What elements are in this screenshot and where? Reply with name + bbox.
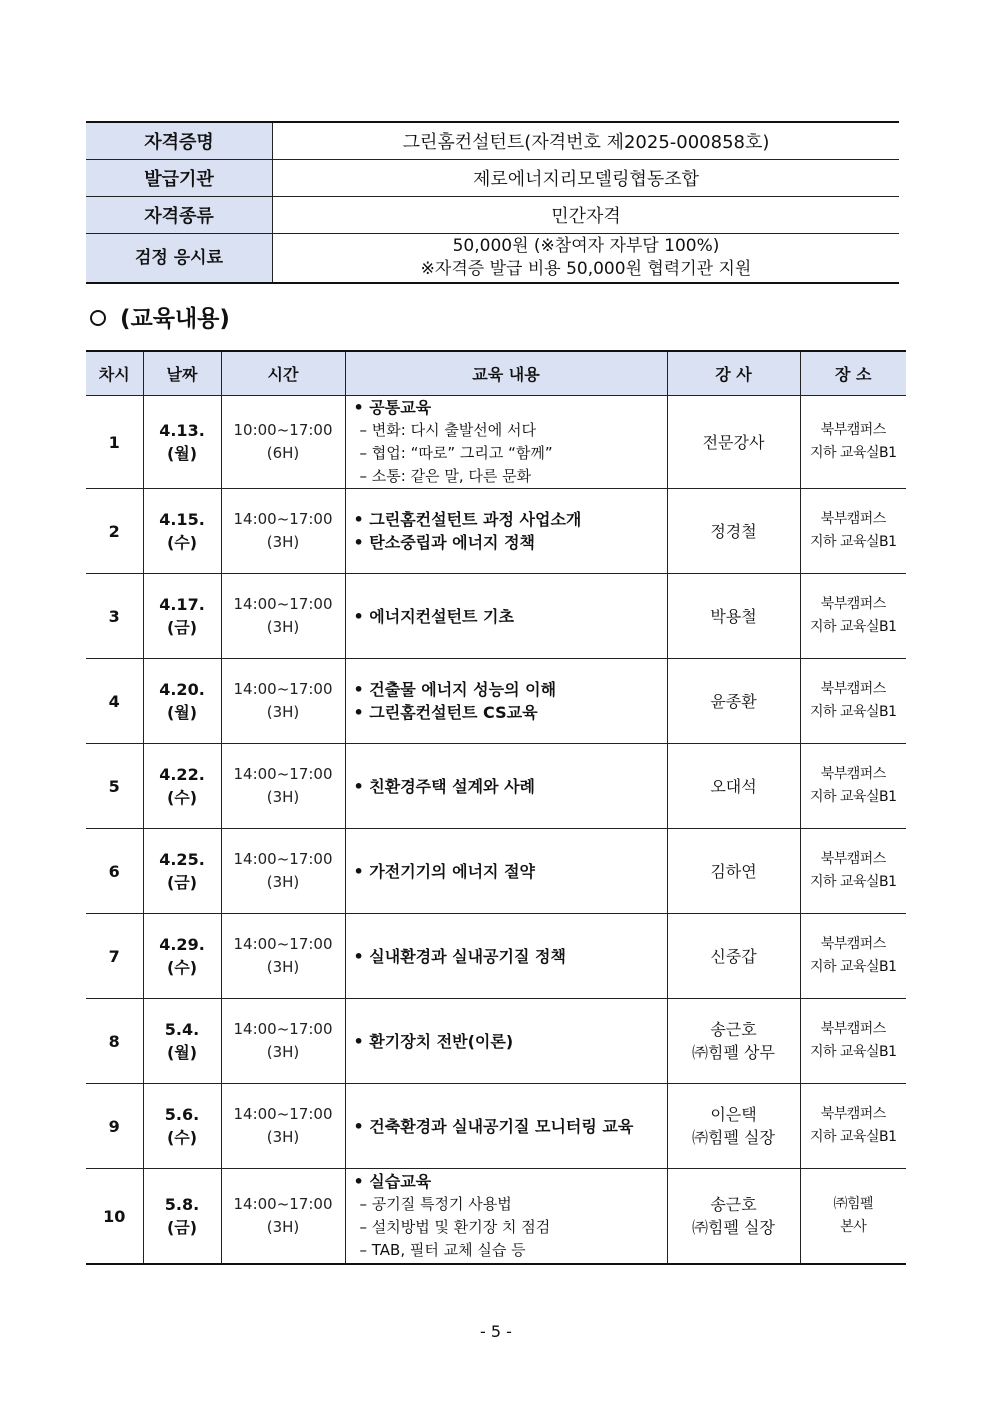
session-place (800, 1169, 906, 1265)
content-bullet: • 실습교육 (354, 1170, 667, 1193)
day-value: (금) (166, 618, 198, 637)
table-row (86, 489, 906, 574)
place-line-1: 북부캠퍼스 (820, 1106, 886, 1122)
place-line-1: 북부캠퍼스 (820, 1021, 886, 1037)
place-line-1: 북부캠퍼스 (820, 766, 886, 782)
fee-value (273, 234, 900, 284)
time-range: 14:00~17:00 (233, 1195, 333, 1213)
session-number: 6 (86, 829, 143, 914)
session-content (345, 999, 667, 1084)
place-line-1: 북부캠퍼스 (820, 851, 886, 867)
header-time: 시간 (221, 351, 345, 396)
content-bullet: • 공통교육 (354, 396, 667, 419)
lecturer-name: 오대석 (710, 776, 757, 796)
place-line-1: 북부캠퍼스 (820, 936, 886, 952)
date-value: 4.17. (159, 595, 205, 614)
fee-label: 검정 응시료 (86, 234, 273, 284)
day-value: (월) (166, 703, 198, 722)
session-content (345, 829, 667, 914)
content-bullet: • 친환경주택 설계와 사례 (354, 775, 667, 798)
time-range: 14:00~17:00 (233, 765, 333, 783)
place-line-2: 지하 교육실B1 (809, 704, 897, 720)
place-line-1: 북부캠퍼스 (820, 511, 886, 527)
table-row (86, 659, 906, 744)
session-lecturer (667, 744, 800, 829)
lecturer-affiliation: ㈜힘펠 상무 (692, 1043, 775, 1062)
session-number: 2 (86, 489, 143, 574)
content-bullet: • 그린홈컨설턴트 과정 사업소개 (354, 508, 667, 531)
session-number: 8 (86, 999, 143, 1084)
content-bullet: • 건출물 에너지 성능의 이해 (354, 678, 667, 701)
content-bullet: • 탄소중립과 에너지 정책 (354, 531, 667, 554)
place-line-2: 지하 교육실B1 (809, 789, 897, 805)
day-value: (월) (166, 444, 198, 463)
place-line-2: 지하 교육실B1 (809, 534, 897, 550)
table-row (86, 1084, 906, 1169)
lecturer-name: 전문강사 (702, 432, 765, 452)
time-range: 14:00~17:00 (233, 1020, 333, 1038)
schedule-header-row (86, 351, 906, 396)
content-sub-item: – 변화: 다시 출발선에 서다 (354, 419, 667, 442)
table-row (86, 914, 906, 999)
place-line-2: 지하 교육실B1 (809, 1129, 897, 1145)
session-lecturer (667, 489, 800, 574)
date-value: 4.25. (159, 850, 205, 869)
date-value: 5.8. (164, 1195, 200, 1214)
info-row-fee (86, 234, 899, 284)
place-line-2: 지하 교육실B1 (809, 874, 897, 890)
session-date (143, 914, 221, 999)
session-date (143, 744, 221, 829)
date-value: 4.13. (159, 421, 205, 440)
place-line-2: 지하 교육실B1 (809, 619, 897, 635)
session-place (800, 574, 906, 659)
place-line-2: 지하 교육실B1 (809, 445, 897, 461)
time-hours: (3H) (266, 1218, 300, 1236)
circle-bullet-icon (90, 310, 106, 326)
session-lecturer (667, 914, 800, 999)
time-range: 10:00~17:00 (233, 421, 333, 439)
session-number: 9 (86, 1084, 143, 1169)
day-value: (수) (166, 788, 198, 807)
table-row (86, 396, 906, 489)
session-place (800, 829, 906, 914)
schedule-table (86, 350, 906, 1265)
lecturer-name: 윤종환 (710, 691, 757, 711)
session-place (800, 659, 906, 744)
session-time (221, 489, 345, 574)
place-line-1: ㈜힘펠 (833, 1196, 874, 1212)
session-number: 3 (86, 574, 143, 659)
session-time (221, 829, 345, 914)
content-sub-item: – 공기질 특정기 사용법 (354, 1193, 667, 1216)
time-hours: (3H) (266, 533, 300, 551)
content-bullet: • 환기장치 전반(이론) (354, 1030, 667, 1053)
session-time (221, 574, 345, 659)
lecturer-affiliation: ㈜힘펠 실장 (692, 1128, 775, 1147)
day-value: (금) (166, 873, 198, 892)
session-place (800, 999, 906, 1084)
session-number: 4 (86, 659, 143, 744)
place-line-2: 지하 교육실B1 (809, 959, 897, 975)
day-value: (금) (166, 1218, 198, 1237)
lecturer-name: 이은택 (710, 1105, 757, 1124)
time-hours: (3H) (266, 958, 300, 976)
content-bullet: • 실내환경과 실내공기질 정책 (354, 945, 667, 968)
section-title (90, 300, 230, 333)
fee-line-1: 50,000원 (※참여자 자부담 100%) (452, 236, 720, 256)
day-value: (수) (166, 1128, 198, 1147)
session-content (345, 1084, 667, 1169)
session-time (221, 999, 345, 1084)
header-content: 교육 내용 (345, 351, 667, 396)
session-date (143, 1169, 221, 1265)
session-date (143, 574, 221, 659)
day-value: (수) (166, 958, 198, 977)
session-number: 7 (86, 914, 143, 999)
table-row (86, 574, 906, 659)
place-line-1: 북부캠퍼스 (820, 596, 886, 612)
content-sub-item: – 설치방법 및 환기장 치 점검 (354, 1216, 667, 1239)
content-bullet: • 가전기기의 에너지 절약 (354, 860, 667, 883)
session-date (143, 1084, 221, 1169)
fee-line-2: ※자격증 발급 비용 50,000원 협력기관 지원 (420, 259, 752, 279)
place-line-1: 북부캠퍼스 (820, 422, 886, 438)
session-content (345, 489, 667, 574)
section-title-text: (교육내용) (120, 306, 230, 332)
session-date (143, 999, 221, 1084)
session-date (143, 659, 221, 744)
issuer-value: 제로에너지리모델링협동조합 (273, 160, 900, 197)
page-number: - 5 - (480, 1322, 512, 1341)
content-bullet: • 건축환경과 실내공기질 모니터링 교육 (354, 1115, 667, 1138)
day-value: (월) (166, 1043, 198, 1062)
session-time (221, 659, 345, 744)
session-place (800, 489, 906, 574)
session-place (800, 744, 906, 829)
session-lecturer (667, 1169, 800, 1265)
lecturer-affiliation: ㈜힘펠 실장 (692, 1218, 775, 1237)
session-time (221, 744, 345, 829)
lecturer-name: 박용철 (710, 606, 757, 626)
session-place (800, 1084, 906, 1169)
time-hours: (3H) (266, 1043, 300, 1061)
table-row (86, 1169, 906, 1265)
session-place (800, 914, 906, 999)
type-label: 자격종류 (86, 197, 273, 234)
content-sub-item: – TAB, 필터 교체 실습 등 (354, 1239, 667, 1262)
session-date (143, 829, 221, 914)
content-sub-item: – 소통: 같은 말, 다른 문화 (354, 465, 667, 488)
date-value: 4.15. (159, 510, 205, 529)
header-lecturer: 강 사 (667, 351, 800, 396)
content-bullet: • 에너지컨설턴트 기초 (354, 605, 667, 628)
time-range: 14:00~17:00 (233, 935, 333, 953)
session-time (221, 1084, 345, 1169)
session-time (221, 914, 345, 999)
time-range: 14:00~17:00 (233, 595, 333, 613)
time-range: 14:00~17:00 (233, 850, 333, 868)
issuer-label: 발급기관 (86, 160, 273, 197)
place-line-2: 지하 교육실B1 (809, 1044, 897, 1060)
date-value: 5.6. (164, 1105, 200, 1124)
session-number: 1 (86, 396, 143, 489)
time-range: 14:00~17:00 (233, 510, 333, 528)
lecturer-name: 신중갑 (710, 946, 757, 966)
type-value: 민간자격 (273, 197, 900, 234)
time-hours: (3H) (266, 1128, 300, 1146)
date-value: 4.22. (159, 765, 205, 784)
header-session: 차시 (86, 351, 143, 396)
cert-value: 그린홈컨설턴트(자격번호 제2025-000858호) (273, 122, 900, 160)
cert-label: 자격증명 (86, 122, 273, 160)
session-date (143, 396, 221, 489)
place-line-2: 본사 (840, 1219, 867, 1235)
table-row (86, 829, 906, 914)
info-row-type (86, 197, 899, 234)
session-lecturer (667, 829, 800, 914)
session-content (345, 396, 667, 489)
session-time (221, 1169, 345, 1265)
content-bullet: • 그린홈컨설턴트 CS교육 (354, 701, 667, 724)
time-hours: (3H) (266, 618, 300, 636)
session-lecturer (667, 999, 800, 1084)
table-row (86, 744, 906, 829)
session-content (345, 914, 667, 999)
session-content (345, 744, 667, 829)
session-lecturer (667, 1084, 800, 1169)
session-lecturer (667, 396, 800, 489)
certificate-info-table (86, 121, 899, 284)
header-date: 날짜 (143, 351, 221, 396)
time-hours: (3H) (266, 788, 300, 806)
lecturer-name: 정경철 (710, 521, 757, 541)
info-row-cert (86, 122, 899, 160)
time-range: 14:00~17:00 (233, 680, 333, 698)
table-row (86, 999, 906, 1084)
header-place: 장 소 (800, 351, 906, 396)
time-hours: (6H) (266, 444, 300, 462)
session-date (143, 489, 221, 574)
lecturer-name: 김하연 (710, 861, 757, 881)
info-row-issuer (86, 160, 899, 197)
session-time (221, 396, 345, 489)
lecturer-name: 송근호 (710, 1195, 757, 1214)
time-range: 14:00~17:00 (233, 1105, 333, 1123)
content-sub-item: – 협업: “따로” 그리고 “함께” (354, 442, 667, 465)
date-value: 4.20. (159, 680, 205, 699)
session-content (345, 1169, 667, 1265)
date-value: 5.4. (164, 1020, 200, 1039)
session-lecturer (667, 574, 800, 659)
session-content (345, 574, 667, 659)
date-value: 4.29. (159, 935, 205, 954)
session-place (800, 396, 906, 489)
session-content (345, 659, 667, 744)
lecturer-name: 송근호 (710, 1020, 757, 1039)
time-hours: (3H) (266, 873, 300, 891)
session-number: 10 (86, 1169, 143, 1265)
place-line-1: 북부캠퍼스 (820, 681, 886, 697)
time-hours: (3H) (266, 703, 300, 721)
day-value: (수) (166, 533, 198, 552)
session-number: 5 (86, 744, 143, 829)
session-lecturer (667, 659, 800, 744)
